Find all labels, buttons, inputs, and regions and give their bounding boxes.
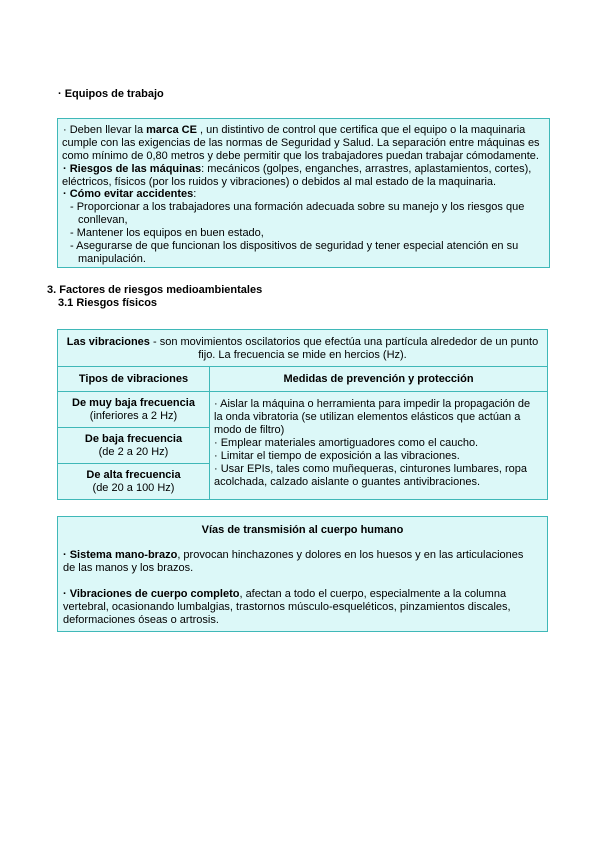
equipos-title: · Equipos de trabajo: [58, 88, 164, 100]
vibration-type-3: De alta frecuencia (de 20 a 100 Hz): [58, 464, 210, 500]
vias-box: [57, 516, 548, 632]
equipos-p1-line2: cumple con las exigencias de las normas de Seguridad y Salud. La separación entre máquinas es: [62, 137, 540, 149]
equipos-list-item-2: - Mantener los equipos en buen estado,: [70, 227, 264, 239]
measures-cell: · Aislar la máquina o herramienta para impedir la propagación de la onda vibratoria (se utilizan elementos elásticos que actúan a modo de filtro) · Emplear materiales amortiguadores como el caucho. · Limitar el tiempo de exposición a las vibraciones. · Usar EPIs, tales como muñequeras, cinturones lumbares, ropa acolchada, calzado aislante o guantes antivibraciones.: [210, 392, 548, 500]
equipos-p1-line3: como mínimo de 0,80 metros y debe permitir que los trabajadores puedan trabajar cómodamente.: [62, 150, 539, 162]
vibration-type-1: De muy baja frecuencia (inferiores a 2 Hz): [58, 392, 210, 428]
equipos-list-item-3-cont: manipulación.: [78, 253, 146, 265]
equipos-p2-line2: eléctricos, físicos (por los ruidos y vibraciones) o debidos al mal estado de la maquinaria.: [62, 176, 497, 188]
equipos-list-item-1-cont: conllevan,: [78, 214, 128, 226]
vias-item-2-cont2: deformaciones óseas o artrosis.: [63, 614, 219, 626]
table-row: [58, 392, 548, 428]
section-subheading: 3.1 Riesgos físicos: [58, 297, 158, 309]
vibration-type-2: De baja frecuencia (de 2 a 20 Hz): [58, 428, 210, 464]
table-header-tipos: Tipos de vibraciones: [58, 367, 210, 392]
vias-item-2: · Vibraciones de cuerpo completo, afectan a todo el cuerpo, especialmente a la columna: [63, 588, 507, 600]
equipos-list-item-3: - Asegurarse de que funcionan los dispositivos de seguridad y tener especial atención en su: [70, 240, 519, 252]
equipos-p2: · Riesgos de las máquinas: mecánicos (golpes, enganches, arrastres, aplastamientos, cortes),: [63, 163, 532, 175]
section-heading: 3. Factores de riesgos medioambientales: [47, 284, 263, 296]
vias-item-1-cont: de las manos y los brazos.: [63, 562, 194, 574]
vias-item-2-cont: vertebral, ocasionando lumbalgias, trastornos músculo-esqueléticos, pinzamientos discales,: [63, 601, 511, 613]
equipos-p3: · Cómo evitar accidentes:: [63, 188, 197, 200]
equipos-box: [57, 118, 550, 268]
vias-item-1: · Sistema mano-brazo, provocan hinchazones y dolores en los huesos y en las articulaciones: [63, 549, 524, 561]
equipos-list-item-1: - Proporcionar a los trabajadores una formación adecuada sobre su manejo y los riesgos que: [70, 201, 525, 213]
equipos-p1: · Deben llevar la marca CE , un distintivo de control que certifica que el equipo o la maquinaria: [63, 124, 526, 136]
table-row: [58, 367, 548, 392]
vibraciones-table: [57, 329, 548, 500]
marca-ce: marca CE: [146, 124, 197, 136]
table-header-medidas: Medidas de prevención y protección: [210, 367, 548, 392]
table-row: [58, 330, 548, 367]
vibraciones-intro: Las vibraciones - son movimientos oscilatorios que efectúa una partícula alrededor de un punto fijo. La frecuencia se mide en hercios (Hz).: [58, 330, 548, 367]
vias-title: Vías de transmisión al cuerpo humano: [201, 524, 404, 536]
